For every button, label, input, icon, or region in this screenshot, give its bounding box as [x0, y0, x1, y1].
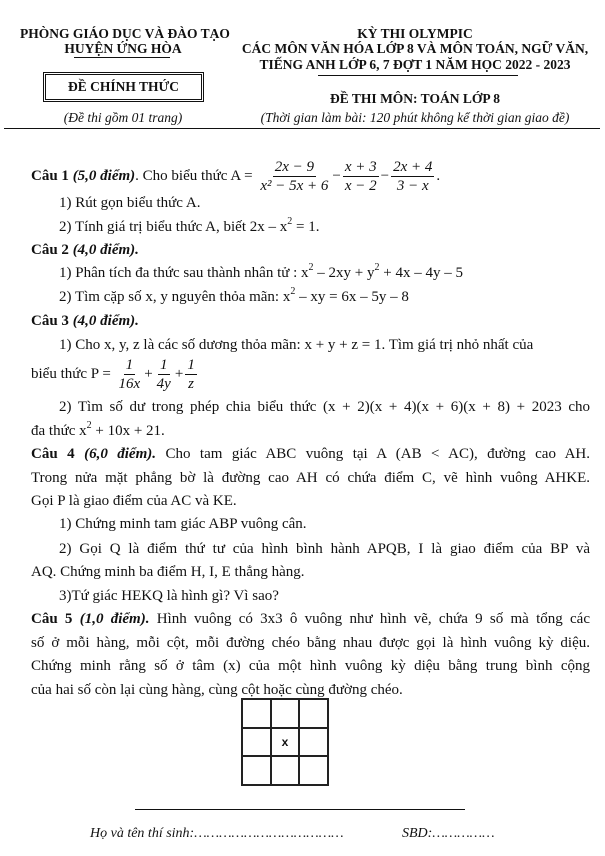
grid-cell: [299, 699, 328, 728]
numerator: 1: [125, 357, 134, 374]
question-label: Câu 4: [31, 446, 75, 462]
exponent: 2: [287, 216, 293, 227]
footer-rule: [135, 809, 465, 810]
fraction: [343, 158, 379, 195]
candidate-number-field: SBD:……………: [402, 826, 495, 841]
exam-line-2: CÁC MÔN VĂN HÓA LỚP 8 VÀ MÔN TOÁN, NGỮ VĂN,: [241, 41, 589, 56]
text: Hình vuông có 3x3 ô vuông như hình vẽ, chứa 9 số mà tổng các: [149, 611, 590, 627]
q4-part-1: 1) Chứng minh tam giác ABP vuông cân.: [59, 516, 307, 532]
candidate-name-field: Họ và tên thí sinh:………………………………: [90, 826, 344, 841]
denominator: x − 2: [344, 178, 377, 194]
q5-line-3: Chứng minh rằng số ở tâm (x) của một hình vuông kỳ diệu bằng trung bình cộng: [31, 658, 590, 674]
punctuation: .: [436, 167, 441, 184]
exponent: 2: [290, 286, 296, 297]
exam-title: KỲ THI OLYMPIC: [357, 26, 473, 41]
text: 2) Tính giá trị biểu thức A, biết 2x – x: [59, 219, 288, 235]
question-label: Câu 1: [31, 167, 69, 184]
points: (4,0 điểm).: [72, 313, 139, 329]
denominator: z: [188, 376, 194, 393]
q4-part-3: 3)Tứ giác HEKQ là hình gì? Vì sao?: [59, 588, 279, 604]
numerator: 1: [187, 357, 195, 374]
exam-line-3: TIẾNG ANH LỚP 6, 7 ĐỢT 1 NĂM HỌC 2022 - 2023: [259, 57, 571, 72]
text: 1) Phân tích đa thức sau thành nhân tử : x: [59, 265, 309, 281]
fraction: [155, 356, 173, 393]
operator: +: [174, 366, 184, 382]
q4-line-3: Gọi P là giao điểm của AC và KE.: [31, 493, 237, 509]
q1-part-1: 1) Rút gọn biểu thức A.: [59, 195, 201, 211]
q1-part-2: [31, 217, 590, 237]
grid-cell: [271, 756, 300, 785]
q5-line-2: số ở mỗi hàng, mỗi cột, mỗi đường chéo bằng nhau được gọi là hình vuông kỳ diệu.: [31, 635, 590, 651]
numerator: x + 3: [344, 159, 377, 175]
org-name: PHÒNG GIÁO DỤC VÀ ĐÀO TẠO: [20, 26, 230, 41]
text: = 1.: [292, 219, 320, 235]
exponent: 2: [308, 262, 314, 273]
official-stamp-box: [43, 72, 204, 102]
text: – 2xy + y: [313, 265, 375, 281]
grid-cell: [242, 728, 271, 757]
fraction: [391, 158, 434, 195]
q3-part-2: 2) Tìm số dư trong phép chia biểu thức (x + 2)(x + 4)(x + 6)(x + 8) + 2023 cho: [59, 399, 590, 415]
q4-part-2: 2) Gọi Q là điểm thứ tư của hình bình hành APQB, I là giao điểm của BP và: [59, 541, 590, 557]
divider: [318, 75, 518, 76]
numerator: 1: [160, 357, 168, 374]
header-rule: [4, 128, 600, 129]
exam-subject: ĐỀ THI MÔN: TOÁN LỚP 8: [330, 91, 500, 106]
question-label: Câu 2: [31, 242, 69, 258]
grid-cell-center: x: [271, 728, 300, 757]
text: + 4x – 4y – 5: [379, 265, 463, 281]
denominator: x² − 5x + 6: [260, 178, 329, 194]
q2-part-1: [31, 263, 590, 283]
question-text: . Cho biểu thức A =: [135, 167, 257, 184]
denominator: 3 − x: [396, 178, 429, 194]
numerator: 2x + 4: [393, 159, 433, 175]
points: (6,0 điểm).: [84, 446, 157, 462]
text: biểu thức P =: [31, 366, 115, 382]
text: đa thức x: [31, 423, 87, 439]
fraction: [258, 158, 330, 195]
operator: +: [144, 366, 153, 382]
denominator: 4y: [156, 376, 171, 393]
grid-cell: [299, 728, 328, 757]
numerator: 2x − 9: [274, 159, 315, 175]
official-label: ĐỀ CHÍNH THỨC: [67, 79, 179, 94]
question-1: [31, 158, 590, 195]
text: – xy = 6x – 5y – 8: [295, 289, 409, 305]
question-label: Câu 5: [31, 611, 73, 627]
time-note: (Thời gian làm bài: 120 phút không kể thời gian giao đề): [260, 110, 570, 125]
grid-cell: [242, 699, 271, 728]
points: (5,0 điểm): [72, 167, 136, 184]
q3-part-2-cont: [31, 421, 590, 441]
question-4: [31, 444, 590, 464]
denominator: 16x: [118, 376, 141, 393]
q4-line-2: Trong nửa mặt phẳng bờ là đường cao AH có chứa điểm C, vẽ hình vuông AHKE.: [31, 470, 590, 486]
q2-part-2: [31, 287, 590, 307]
divider: [74, 57, 170, 58]
q4-part-2-cont: AQ. Chứng minh ba điểm H, I, E thẳng hàng.: [31, 564, 305, 580]
exponent: 2: [374, 262, 380, 273]
text: + 10x + 21.: [91, 423, 165, 439]
operator: −: [380, 167, 390, 184]
fraction: [185, 356, 197, 393]
grid-cell: [299, 756, 328, 785]
operator: −: [332, 167, 341, 184]
magic-square-grid: [241, 698, 329, 786]
text: Cho tam giác ABC vuông tại A (AB < AC), đường cao AH.: [156, 446, 590, 462]
district-name: HUYỆN ỨNG HÒA: [64, 41, 182, 56]
grid-cell: [242, 756, 271, 785]
pages-note: (Đề thi gồm 01 trang): [63, 110, 183, 125]
question-3: [31, 311, 590, 331]
fraction: [117, 356, 143, 393]
exponent: 2: [86, 420, 92, 431]
q3-part-1-expression: [31, 354, 590, 394]
q5-line-4: của hai số còn lại cùng hàng, cùng cột hoặc cùng đường chéo.: [31, 682, 403, 698]
points: (4,0 điểm).: [72, 242, 139, 258]
question-label: Câu 3: [31, 313, 69, 329]
question-5: [31, 609, 590, 629]
text: 2) Tìm cặp số x, y nguyên thỏa mãn: x: [59, 289, 291, 305]
q3-part-1: 1) Cho x, y, z là các số dương thỏa mãn: x + y + z = 1. Tìm giá trị nhỏ nhất của: [59, 337, 534, 353]
points: (1,0 điểm).: [79, 611, 150, 627]
question-2: [31, 240, 590, 260]
grid-cell: [271, 699, 300, 728]
